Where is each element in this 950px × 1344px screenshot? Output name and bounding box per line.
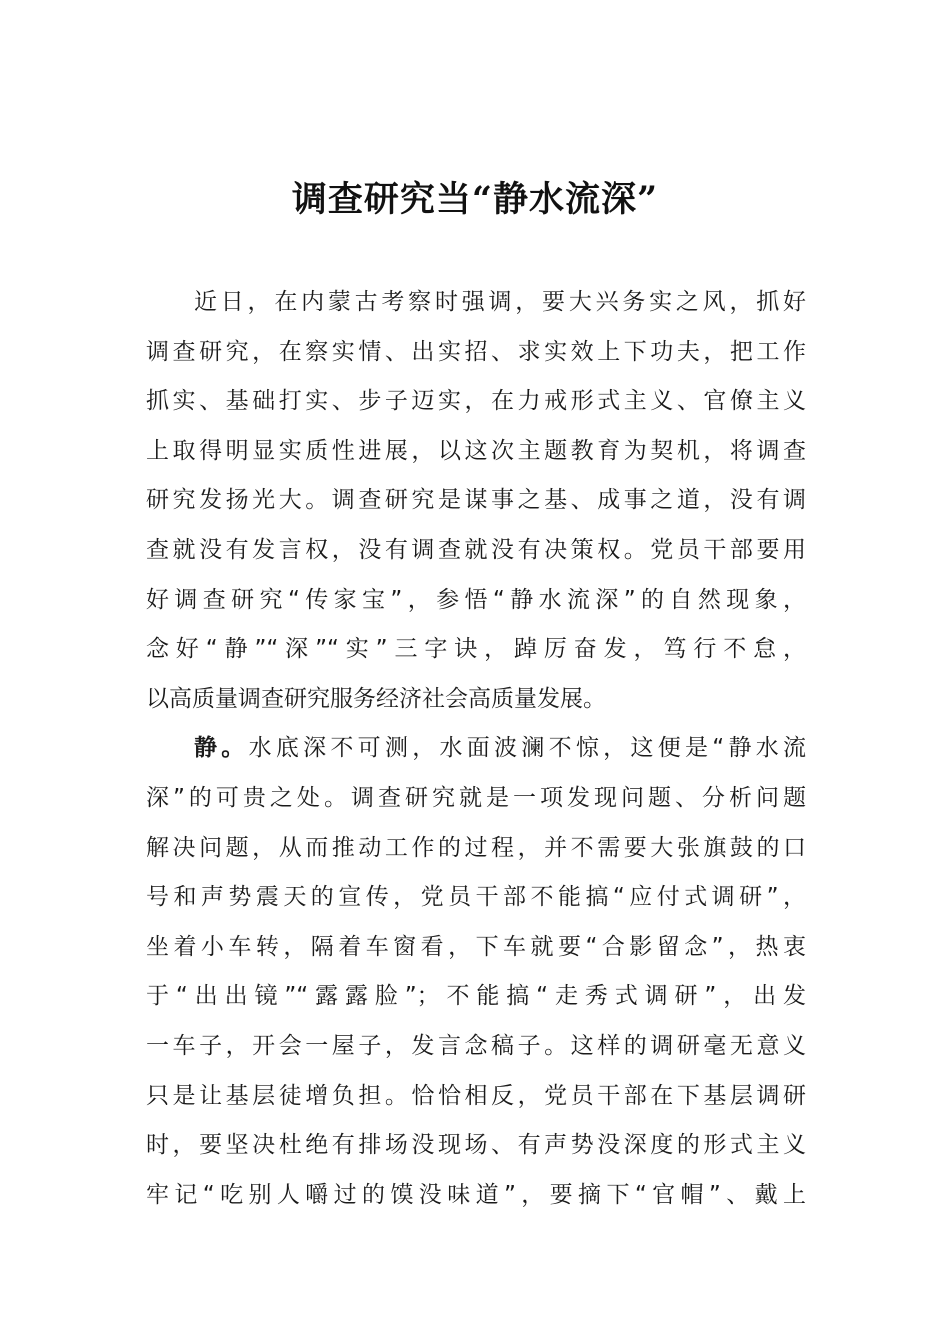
text-line-rest: 水底深不可测，水面波澜不惊，这便是“静水流 [248, 735, 807, 762]
text-line: 念好“静”“深”“实”三字诀，踔厉奋发，笃行不怠， [146, 636, 806, 663]
text-line: 只是让基层徒增负担。恰恰相反，党员干部在下基层调研 [146, 1082, 806, 1109]
text-line: 时，要坚决杜绝有排场没现场、有声势没深度的形式主义 [146, 1132, 806, 1159]
text-line: 于“出出镜”“露露脸”；不能搞“走秀式调研”，出发 [146, 983, 806, 1010]
document-body [146, 278, 806, 1220]
text-line: 坐着小车转，隔着车窗看，下车就要“合影留念”，热衷 [146, 933, 806, 960]
document-title: 调查研究当“静水流深” [291, 179, 659, 220]
text-line: 研究发扬光大。调查研究是谋事之基、成事之道，没有调 [146, 487, 806, 514]
text-line: 号和声势震天的宣传，党员干部不能搞“应付式调研”， [146, 884, 806, 911]
text-line: 近日，在内蒙古考察时强调，要大兴务实之风，抓好 [194, 289, 806, 315]
text-line: 解决问题，从而推动工作的过程，并不需要大张旗鼓的口 [146, 834, 806, 861]
text-line: 查就没有发言权，没有调查就没有决策权。党员干部要用 [146, 536, 806, 563]
text-line: 调查研究，在察实情、出实招、求实效上下功夫，把工作 [146, 338, 806, 365]
text-line: 牢记“吃别人嚼过的馍没味道”，要摘下“官帽”、戴上 [146, 1181, 806, 1208]
text-line: 一车子，开会一屋子，发言念稿子。这样的调研毫无意义 [146, 1032, 806, 1059]
section-keyword: 静。 [194, 735, 249, 762]
text-line: 深”的可贵之处。调查研究就是一项发现问题、分析问题 [146, 784, 806, 811]
text-line: 上取得明显实质性进展，以这次主题教育为契机，将调查 [146, 437, 806, 464]
text-line: 抓实、基础打实、步子迈实，在力戒形式主义、官僚主义 [146, 388, 806, 415]
text-line: 好调查研究“传家宝”，参悟“静水流深”的自然现象， [146, 586, 806, 613]
text-line: 以高质量调查研究服务经济社会高质量发展。 [146, 685, 606, 712]
text-line-with-keyword [146, 724, 806, 774]
